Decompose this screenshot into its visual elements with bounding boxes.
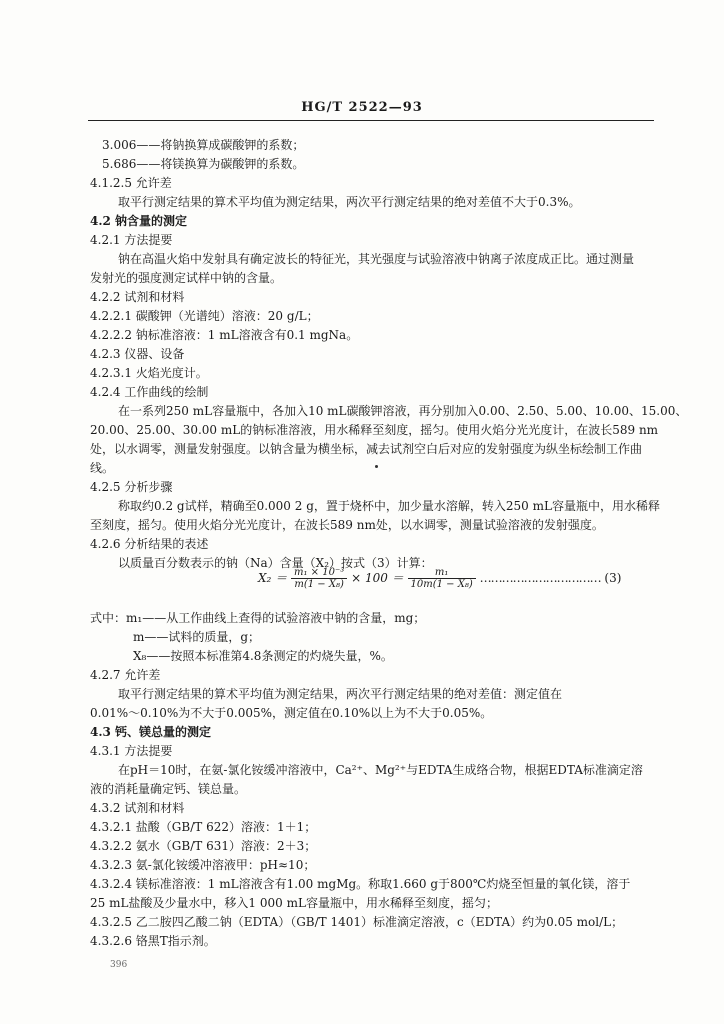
text-line: 在一系列250 mL容量瓶中，各加入10 mL碳酸钾溶液，再分别加入0.00、2.50、5.00、10.00、15.00、 [118, 404, 688, 418]
text-line: 4.3 钙、镁总量的测定 [90, 725, 212, 739]
page-number: 396 [110, 960, 128, 970]
text-line: 0.01%～0.10%为不大于0.005%，测定值在0.10%以上为不大于0.05%。 [90, 706, 493, 720]
text-line: 4.2.2.2 钠标准溶液：1 mL溶液含有0.1 mgNa。 [90, 328, 359, 342]
text-line: 式中：m₁——从工作曲线上查得的试验溶液中钠的含量，mg； [90, 611, 426, 625]
text-line: 3.006——将钠换算成碳酸钾的系数； [102, 138, 305, 152]
equation-lhs: X₂ ＝ [258, 571, 288, 585]
text-line: 4.3.1 方法提要 [90, 744, 173, 758]
text-line: 4.2.3 仪器、设备 [90, 347, 185, 361]
text-line: 4.3.2.2 氨水（GB/T 631）溶液：2＋3； [90, 839, 317, 853]
equation-fraction-1 [291, 567, 347, 590]
page-header: HG/T 2522—93 [301, 100, 423, 115]
fraction-1-numerator: m₁ × 10⁻³ [291, 567, 347, 579]
text-line: 在pH＝10时，在氨-氯化铵缓冲溶液中，Ca²⁺、Mg²⁺与EDTA生成络合物，根据EDTA标准滴定溶 [118, 763, 643, 777]
text-line: 4.3.2.1 盐酸（GB/T 622）溶液：1＋1； [90, 820, 317, 834]
text-line: 称取约0.2 g试样，精确至0.000 2 g，置于烧杯中，加少量水溶解，转入250 mL容量瓶中，用水稀释 [118, 499, 660, 513]
text-line: 4.2.4 工作曲线的绘制 [90, 385, 209, 399]
text-line: 4.2.2.1 碳酸钾（光谱纯）溶液：20 g/L； [90, 309, 319, 323]
text-line: 20.00、25.00、30.00 mL的钠标准溶液，用水稀释至刻度，摇匀。使用火焰分光光度计，在波长589 nm [90, 423, 659, 437]
header-rule [88, 120, 654, 121]
text-line: 4.2.5 分析步骤 [90, 480, 173, 494]
equation-3 [258, 567, 621, 590]
text-line: 发射光的强度测定试样中钠的含量。 [90, 271, 283, 285]
text-line: 4.3.2.3 氨-氯化铵缓冲溶液甲：pH≈10； [90, 858, 316, 872]
text-line: 4.3.2 试剂和材料 [90, 801, 185, 815]
fraction-2-numerator: m₁ [408, 567, 476, 579]
fraction-1-denominator: m(1 − X₈) [294, 579, 344, 590]
text-line: 4.2.2 试剂和材料 [90, 290, 185, 304]
fraction-2-denominator: 10m(1 − X₈) [410, 579, 473, 590]
text-line: 4.3.2.6 铬黑T指示剂。 [90, 934, 216, 948]
equation-mid: × 100 ＝ [351, 571, 404, 585]
text-line: 4.2 钠含量的测定 [90, 214, 188, 228]
text-line: X₈——按照本标准第4.8条测定的灼烧失量，%。 [133, 649, 393, 663]
equation-leader: …………………………… [479, 571, 601, 585]
text-line: 4.2.6 分析结果的表述 [90, 537, 209, 551]
equation-fraction-2 [408, 567, 476, 590]
text-line: 4.3.2.4 镁标准溶液：1 mL溶液含有1.00 mgMg。称取1.660 g于800℃灼烧至恒量的氧化镁，溶于 [90, 877, 631, 891]
text-line: 以质量百分数表示的钠（Na）含量（X₂）按式（3）计算： [118, 556, 433, 570]
text-line: 处，以水调零，测量发射强度。以钠含量为横坐标，减去试剂空白后对应的发射强度为纵坐标绘制工作曲 [90, 442, 643, 456]
text-line: 钠在高温火焰中发射具有确定波长的特征光，其光强度与试验溶液中钠离子浓度成正比。通过测量 [118, 252, 635, 266]
text-line: 取平行测定结果的算术平均值为测定结果，两次平行测定结果的绝对差值：测定值在 [118, 687, 563, 701]
equation-number: (3) [604, 571, 622, 585]
text-line: m——试料的质量，g； [133, 630, 261, 644]
text-line: 4.2.3.1 火焰光度计。 [90, 366, 208, 380]
text-line: 线。 [90, 461, 115, 475]
text-line: 取平行测定结果的算术平均值为测定结果，两次平行测定结果的绝对差值不大于0.3%。 [118, 195, 581, 209]
text-line: 5.686——将镁换算为碳酸钾的系数。 [102, 157, 305, 171]
text-line: 至刻度，摇匀。使用火焰分光光度计，在波长589 nm处，以水调零，测量试验溶液的发射强度。 [90, 518, 604, 532]
text-line: 液的消耗量确定钙、镁总量。 [90, 782, 247, 796]
text-line: 4.2.1 方法提要 [90, 233, 173, 247]
text-line: 4.2.7 允许差 [90, 668, 161, 682]
text-line: 4.3.2.5 乙二胺四乙酸二钠（EDTA）（GB/T 1401）标准滴定溶液，c（EDTA）约为0.05 mol/L； [90, 915, 624, 929]
text-line: 25 mL盐酸及少量水中，移入1 000 mL容量瓶中，用水稀释至刻度，摇匀； [90, 896, 498, 910]
stray-mark [375, 465, 378, 468]
text-line: 4.1.2.5 允许差 [90, 176, 172, 190]
